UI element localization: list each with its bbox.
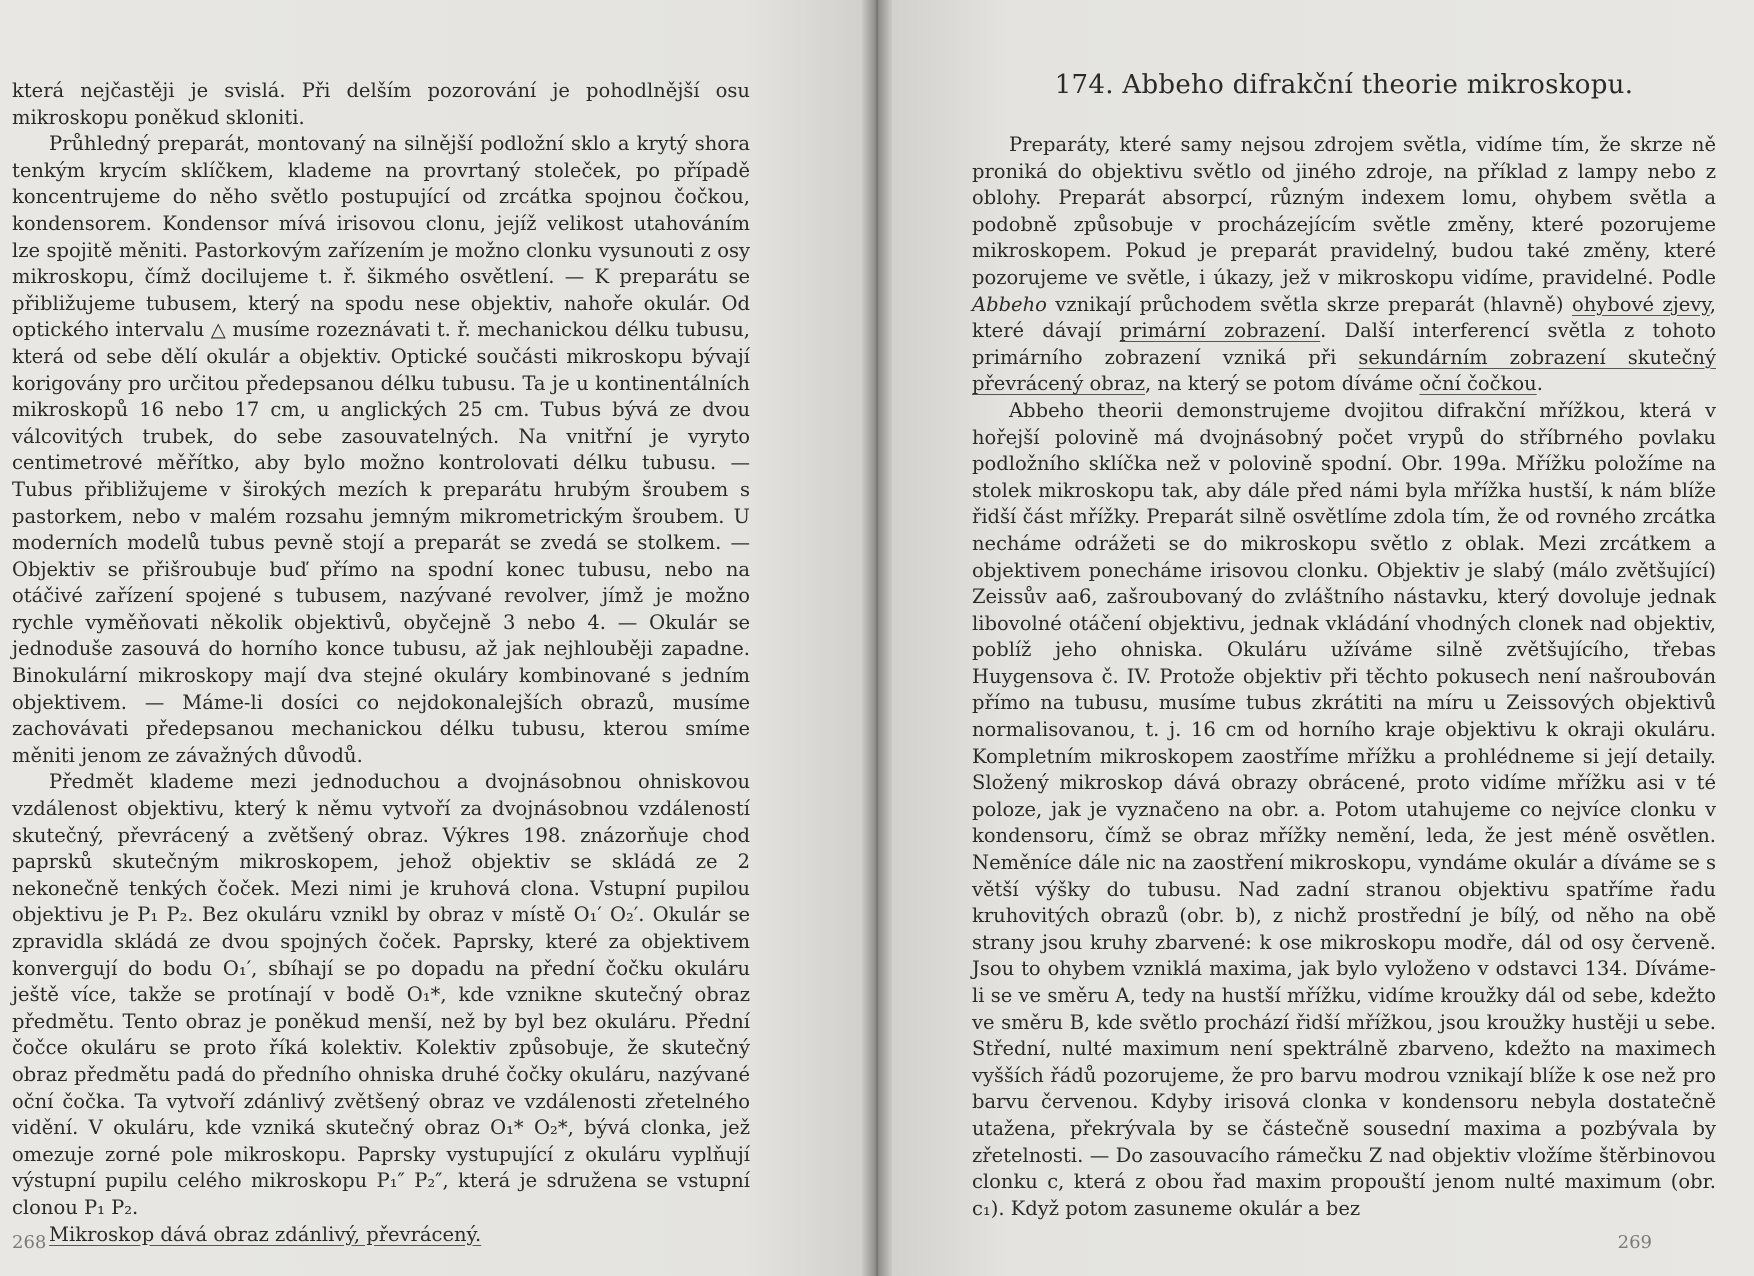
right-page bbox=[877, 0, 1754, 1276]
right-paragraph-1: Preparáty, které samy nejsou zdrojem světla, vidíme tím, že skrze ně proniká do objektivu světlo od jiného zdroje, na příklad z lampy nebo z oblohy. Preparát absorpcí, různým indexem lomu, ohybem světla a podobně způsobuje v procházejícím světle změny, které pozorujeme mikroskopem. Pokud je preparát pravidelný, budou také změny, které pozorujeme ve světle, i úkazy, jež v mikroskopu vidíme, pravidelné. Podle Abbeho vznikají průchodem světla skrze preparát (hlavně) ohybové zjevy, které dávají primární zobrazení. Další interferencí světla z tohoto primárního zobrazení vzniká při sekundárním zobrazení skutečný převrácený obraz, na který se potom díváme oční čočkou. bbox=[972, 133, 1717, 396]
right-paragraph-2: Abbeho theorii demonstrujeme dvojitou difrakční mřížkou, která v hořejší polovině má dvojnásobný počet vrypů do stříbrného povlaku podložního sklíčka než v polovině spodní. Obr. 199a. Mřížku položíme na stolek mikroskopu tak, aby dále před námi byla mřížka hustší, k nám blíže řidší část mřížky. Preparát silně osvětlíme zdola tím, že od rovného zrcátka necháme odrážeti se do mikroskopu světlo z oblak. Mezi zrcátkem a objektivem ponecháme irisovou clonku. Objektiv je slabý (málo zvětšující) Zeissův aa6, zašroubovaný do zvláštního nástavku, který dovoluje jednak libovolné otáčení objektivu, jednak vkládání vhodných clonek nad objektiv, poblíž jeho ohniska. Okuláru užíváme silně zvětšujícího, třebas Huygensova č. IV. Protože objektiv při těchto pokusech není našroubován přímo na tubusu, musíme tubus zkrátiti na míru u Zeissových objektivů normalisovanou, t. j. 16 cm od horního kraje objektivu k okraji okuláru. Kompletním mikroskopem zaostříme mřížku a prohlédneme si její detaily. Složený mikroskop dává obrazy obrácené, proto vidíme mřížku asi v té poloze, jak je vyznačeno na obr. a. Potom utahujeme co nejvíce clonku v kondensoru, čímž se obraz mřížky nemění, leda, že jest méně osvětlen. Neměníce dále nic na zaostření mikroskopu, vyndáme okulár a díváme se s větší výšky do tubusu. Nad zadní stranou objektivu spatříme řadu kruhovitých obrazů (obr. b), z nichž prostřední je bílý, od něho na obě strany jsou kruhy zbarvené: k ose mikroskopu modře, dál od osy červeně. Jsou to ohybem vzniklá maxima, jak bylo vyloženo v odstavci 134. Díváme-li se ve směru A, tedy na hustší mřížku, vidíme kroužky dál od sebe, kdežto ve směru B, kde světlo prochází řidší mřížkou, jsou kroužky hustěji u sebe. Střední, nulté maximum není spektrálně zbarveno, kdežto na maximech vyšších řádů pozorujeme, že pro barvu modrou vznikají blíže k ose než pro barvu červenou. Kdyby irisová clonka v kondensoru nebyla dostatečně utažena, překrývala by se částečně sousední maxima a pozbývala by zřetelnosti. — Do zasouvacího rámečku Z nad objektiv vložíme štěrbinovou clonku c, která z obou řad maxim propouští jenom nulté maximum (obr. c₁). Když potom zasuneme okulár a bez bbox=[972, 398, 1717, 1220]
right-page-text bbox=[972, 132, 1716, 1222]
page-number-right: 269 bbox=[1617, 1232, 1652, 1253]
section-heading: 174. Abbeho difrakční theorie mikroskopu. bbox=[1054, 70, 1634, 100]
page-number-left: 268 bbox=[12, 1232, 47, 1253]
book-gutter bbox=[862, 0, 892, 1276]
left-paragraph-1: která nejčastěji je svislá. Při delším pozorování je pohodlnější osu mikroskopu poněkud skloniti. bbox=[12, 79, 750, 129]
underlined-term: ohybové zjevy bbox=[1571, 292, 1710, 316]
underlined-term: oční čočkou bbox=[1419, 372, 1537, 396]
left-paragraph-3: Předmět klademe mezi jednoduchou a dvojnásobnou ohniskovou vzdálenost objektivu, který k němu vytvoří za dvojnásobnou vzdáleností skutečný, převrácený a zvětšený obraz. Výkres 198. znázorňuje chod paprsků skutečným mikroskopem, jehož objektiv se skládá ze 2 nekonečně tenkých čoček. Mezi nimi je kruhová clona. Vstupní pupilou objektivu je P₁ P₂. Bez okuláru vznikl by obraz v místě O₁′ O₂′. Okulár se zpravidla skládá ze dvou spojných čoček. Paprsky, které za objektivem konvergují do bodu O₁′, sbíhají se po dopadu na přední čočku okuláru ještě více, takže se protínají v bodě O₁*, kde vznikne skutečný obraz předmětu. Tento obraz je poněkud menší, než by byl bez okuláru. Přední čočce okuláru se proto říká kolektiv. Kolektiv způsobuje, že skutečný obraz předmětu padá do předního ohniska druhé čočky okuláru, nazývané oční čočka. Ta vytvoří zdánlivý zvětšený obraz ve vzdálenosti zřetelného vidění. V okuláru, kde vzniká skutečný obraz O₁* O₂*, bývá clonka, jež omezuje zorné pole mikroskopu. Paprsky vystupující z okuláru vyplňují výstupní pupilu celého mikroskopu P₁″ P₂″, která je sdružena se vstupní clonou P₁ P₂. bbox=[12, 770, 750, 1219]
left-page-text bbox=[12, 78, 750, 1248]
left-paragraph-4-text: Mikroskop dává obraz zdánlivý, převrácený. bbox=[49, 1222, 482, 1246]
left-paragraph-2: Průhledný preparát, montovaný na silnější podložní sklo a krytý shora tenkým krycím sklíčkem, klademe na provrtaný stoleček, po případě koncentrujeme do něho světlo postupující od zrcátka spojnou čočkou, kondensorem. Kondensor mívá irisovou clonu, jejíž velikost utahováním lze spojitě měniti. Pastorkovým zařízením je možno clonku vysunouti z osy mikroskopu, čímž docilujeme t. ř. šikmého osvětlení. — K preparátu se přibližujeme tubusem, který na spodu nese objektiv, nahoře okulár. Od optického intervalu △ musíme rozeznávati t. ř. mechanickou délku tubusu, která od sebe dělí okulár a objektiv. Optické součásti mikroskopu bývají korigovány pro určitou předepsanou délku tubusu. Ta je u kontinentálních mikroskopů 16 nebo 17 cm, u anglických 25 cm. Tubus bývá ze dvou válcovitých trubek, do sebe zasouvatelných. Na vnitřní je vyryto centimetrové měřítko, aby bylo možno kontrolovati délku tubusu. — Tubus přibližujeme v širokých mezích k preparátu hrubým šroubem s pastorkem, nebo v malém rozsahu jemným mikrometrickým šroubem. U moderních modelů tubus pevně stojí a preparát se zvedá se stolkem. — Objektiv se přišroubuje buď přímo na spodní konec tubusu, nebo na otáčivé zařízení spojené s tubusem, nazývané revolver, jímž je možno rychle vyměňovati několik objektivů, obyčejně 3 nebo 4. — Okulár se jednoduše zasouvá do horního konce tubusu, až jak nejhlouběji zapadne. Binokulární mikroskopy mají dva stejné okuláry kombinované s jedním objektivem. — Máme-li dosíci co nejdokonalejších obrazů, musíme zachovávati předepsanou mechanickou délku tubusu, kterou smíme měniti jenom ze závažných důvodů. bbox=[12, 132, 750, 767]
left-paragraph-4 bbox=[12, 1222, 750, 1249]
underlined-term: primární zobrazení bbox=[1119, 319, 1321, 343]
name-abbeho: Abbeho bbox=[972, 292, 1047, 316]
underlined-term: sekundárním zobrazení skutečný převrácený obraz bbox=[972, 345, 1716, 396]
